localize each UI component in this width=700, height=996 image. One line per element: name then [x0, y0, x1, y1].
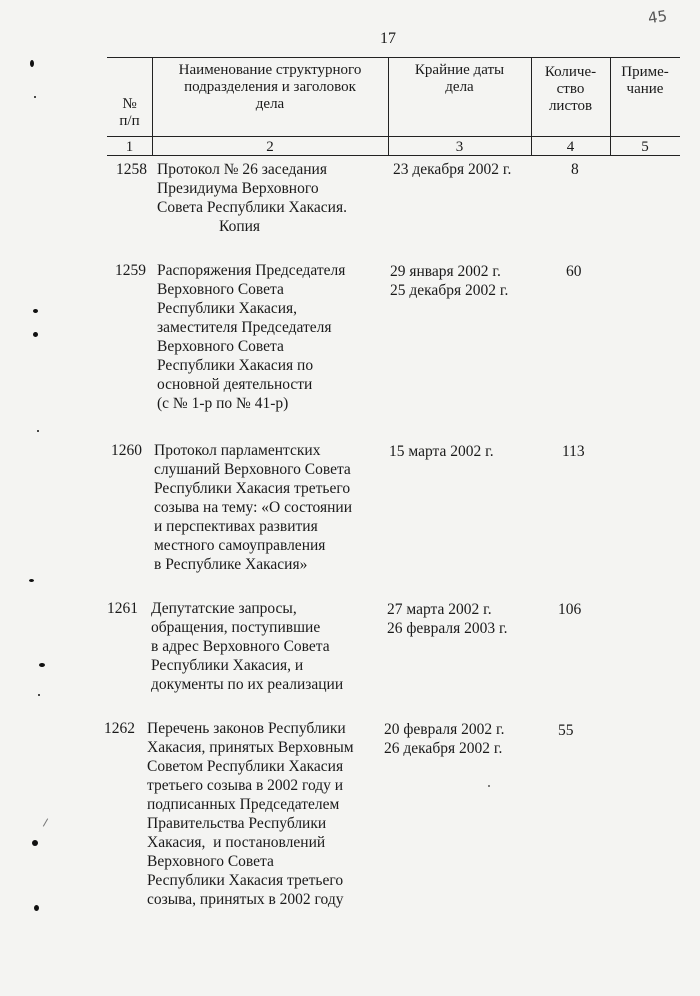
row-sheets: 55 — [558, 722, 574, 739]
column-number-3: 3 — [455, 139, 464, 155]
row-title: Распоряжения Председателя Верховного Совета Республики Хакасия, заместителя Председателя Верховного Совета Республики Хакасия по основной деятельности (с № 1-р по № 41-р) — [157, 262, 346, 412]
scan-speck — [32, 840, 38, 846]
row-sheets: 60 — [566, 263, 582, 280]
scan-speck — [29, 579, 34, 582]
row-number: 1258 — [116, 161, 147, 178]
header-num: № п/п — [119, 96, 140, 129]
scan-speck — [43, 818, 48, 826]
scan-speck — [33, 309, 38, 313]
row-title: Протокол парламентских слушаний Верховного Совета Республики Хакасия третьего созыва на тему: «О состоянии и перспективах развития местного самоуправления в Республике Хакасия» — [154, 442, 353, 573]
scan-speck — [34, 96, 36, 98]
header-bottom-border — [107, 136, 680, 137]
row-title: Протокол № 26 заседания Президиума Верховного Совета Республики Хакасия. Копия — [157, 161, 347, 235]
scan-speck — [30, 60, 34, 67]
header-sheets: Количе- ство листов — [544, 64, 597, 114]
row-sheets: 8 — [571, 161, 579, 178]
scan-speck — [39, 663, 45, 667]
scan-speck — [38, 694, 40, 696]
row-title: Депутатские запросы, обращения, поступившие в адрес Верховного Совета Республики Хакасия, и документы по их реализации — [151, 600, 344, 693]
row-dates: 23 декабря 2002 г. — [393, 161, 512, 178]
row-number: 1261 — [107, 600, 138, 617]
row-sheets: 113 — [562, 443, 585, 460]
column-number-5: 5 — [641, 139, 649, 155]
column-number-2: 2 — [266, 139, 274, 155]
table-top-border — [107, 57, 680, 58]
header-dates: Крайние даты дела — [414, 62, 505, 95]
row-number: 1262 — [104, 720, 135, 737]
row-dates: 27 марта 2002 г. 26 февраля 2003 г. — [387, 601, 508, 637]
row-title: Перечень законов Республики Хакасия, принятых Верховным Советом Республики Хакасия третьего созыва в 2002 году и подписанных Председателем Правительства Республики Хакасия, и постановлений Верховного Совета Республики Хакасия третьего созыва, принятых в 2002 году — [147, 720, 354, 908]
row-dates: 29 января 2002 г. 25 декабря 2002 г. — [390, 263, 509, 299]
handwritten-sheet-number: 45 — [646, 6, 669, 28]
scan-speck — [34, 905, 39, 911]
row-number: 1259 — [115, 262, 146, 279]
scan-speck — [488, 785, 490, 787]
page-number: 17 — [380, 30, 396, 47]
header-note: Приме- чание — [621, 64, 669, 97]
column-number-1: 1 — [125, 139, 134, 155]
column-number-4: 4 — [566, 139, 575, 155]
row-number: 1260 — [111, 442, 142, 459]
scan-speck — [33, 332, 38, 337]
row-dates: 15 марта 2002 г. — [389, 443, 494, 460]
header-title: Наименование структурного подразделения и заголовок дела — [178, 62, 362, 112]
row-dates: 20 февраля 2002 г. 26 декабря 2002 г. — [384, 721, 505, 757]
scan-speck — [37, 430, 39, 432]
row-sheets: 106 — [558, 601, 582, 618]
